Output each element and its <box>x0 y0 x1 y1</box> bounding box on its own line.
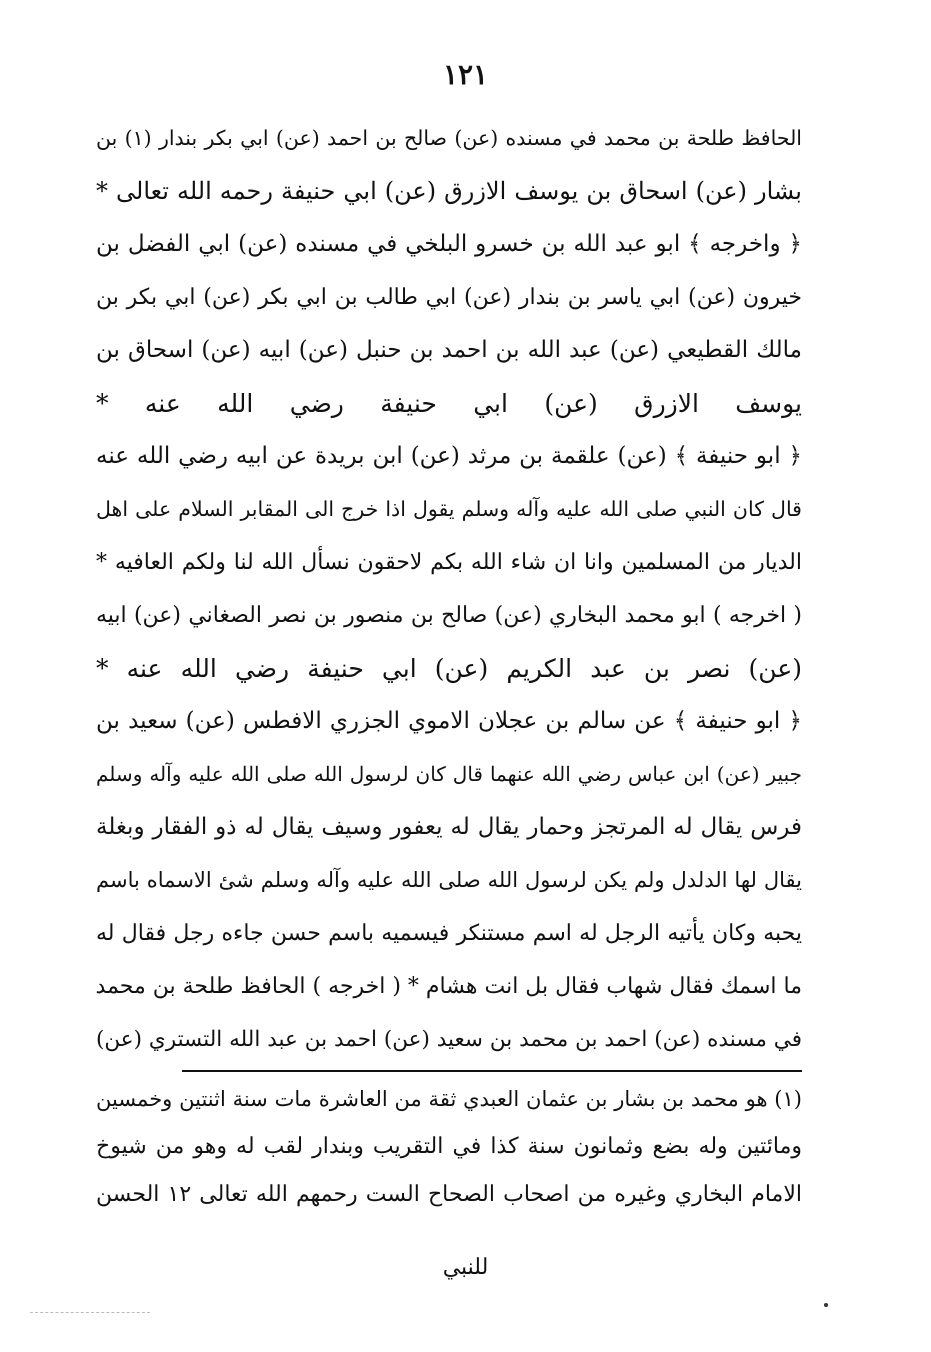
text-line: ( اخرجه ) ابو محمد البخاري (عن) صالح بن منصور بن نصر الصغاني (عن) ابيه <box>96 603 802 628</box>
footnote-line: الامام البخاري وغيره من اصحاب الصحاح الست رحمهم الله تعالى ١٢ الحسن <box>96 1182 802 1207</box>
text-line: مالك القطيعي (عن) عبد الله بن احمد بن حنبل (عن) ابيه (عن) اسحاق بن <box>96 337 802 363</box>
footnote-line: ومائتين وله بضع وثمانون سنة كذا في التقريب وبندار لقب له وهو من شيوخ <box>96 1134 802 1159</box>
footnote-line: (١) هو محمد بن بشار بن عثمان العبدي ثقة من العاشرة مات سنة اثنتين وخمسين <box>96 1087 802 1111</box>
text-line: يوسف الازرق (عن) ابي حنيفة رضي الله عنه * <box>96 389 802 418</box>
text-line: خيرون (عن) ابي ياسر بن بندار (عن) ابي طالب بن ابي بكر (عن) ابي بكر بن <box>96 285 802 310</box>
text-line: ما اسمك فقال شهاب فقال بل انت هشام * ( اخرجه ) الحافظ طلحة بن محمد <box>96 974 802 999</box>
text-line: فرس يقال له المرتجز وحمار يقال له يعفور وسيف يقال له ذو الفقار وبغلة <box>96 814 802 840</box>
text-line: يحبه وكان يأتيه الرجل له اسم مستنكر فيسميه باسم حسن جاءه رجل فقال له <box>96 921 802 946</box>
footnote-divider <box>182 1070 802 1072</box>
main-text <box>96 112 802 1066</box>
catchword: للنبي <box>442 1255 489 1280</box>
text-line: جبير (عن) ابن عباس رضي الله عنهما قال كان لرسول الله صلى الله عليه وآله وسلم <box>96 762 802 786</box>
text-line: بشار (عن) اسحاق بن يوسف الازرق (عن) ابي حنيفة رحمه الله تعالى * <box>96 177 802 205</box>
text-line: قال كان النبي صلى الله عليه وآله وسلم يقول اذا خرج الى المقابر السلام على اهل <box>96 497 802 521</box>
scan-dot <box>824 1303 828 1307</box>
text-line: الحافظ طلحة بن محمد في مسنده (عن) صالح بن احمد (عن) ابي بكر بندار (١) بن <box>96 126 802 150</box>
text-line: في مسنده (عن) احمد بن محمد بن سعيد (عن) احمد بن عبد الله التستري (عن) <box>96 1027 802 1052</box>
text-line: ﴿ واخرجه ﴾ ابو عبد الله بن خسرو البلخي في مسنده (عن) ابي الفضل بن <box>96 231 802 257</box>
footnotes <box>96 1075 802 1219</box>
text-line: الديار من المسلمين وانا ان شاء الله بكم لاحقون نسأل الله لنا ولكم العافيه * <box>96 550 802 575</box>
text-line: ﴿ ابو حنيفة ﴾ (عن) علقمة بن مرثد (عن) ابن بريدة عن ابيه رضي الله عنه <box>96 443 802 469</box>
text-line: ﴿ ابو حنيفة ﴾ عن سالم بن عجلان الاموي الجزري الافطس (عن) سعيد بن <box>96 708 802 734</box>
text-line: يقال لها الدلدل ولم يكن لرسول الله صلى الله عليه وآله وسلم شئ الاسماه باسم <box>96 868 802 892</box>
page-number: ١٢١ <box>442 58 489 91</box>
text-line: (عن) نصر بن عبد الكريم (عن) ابي حنيفة رضي الله عنه * <box>96 654 802 683</box>
scan-mark <box>30 1312 150 1313</box>
